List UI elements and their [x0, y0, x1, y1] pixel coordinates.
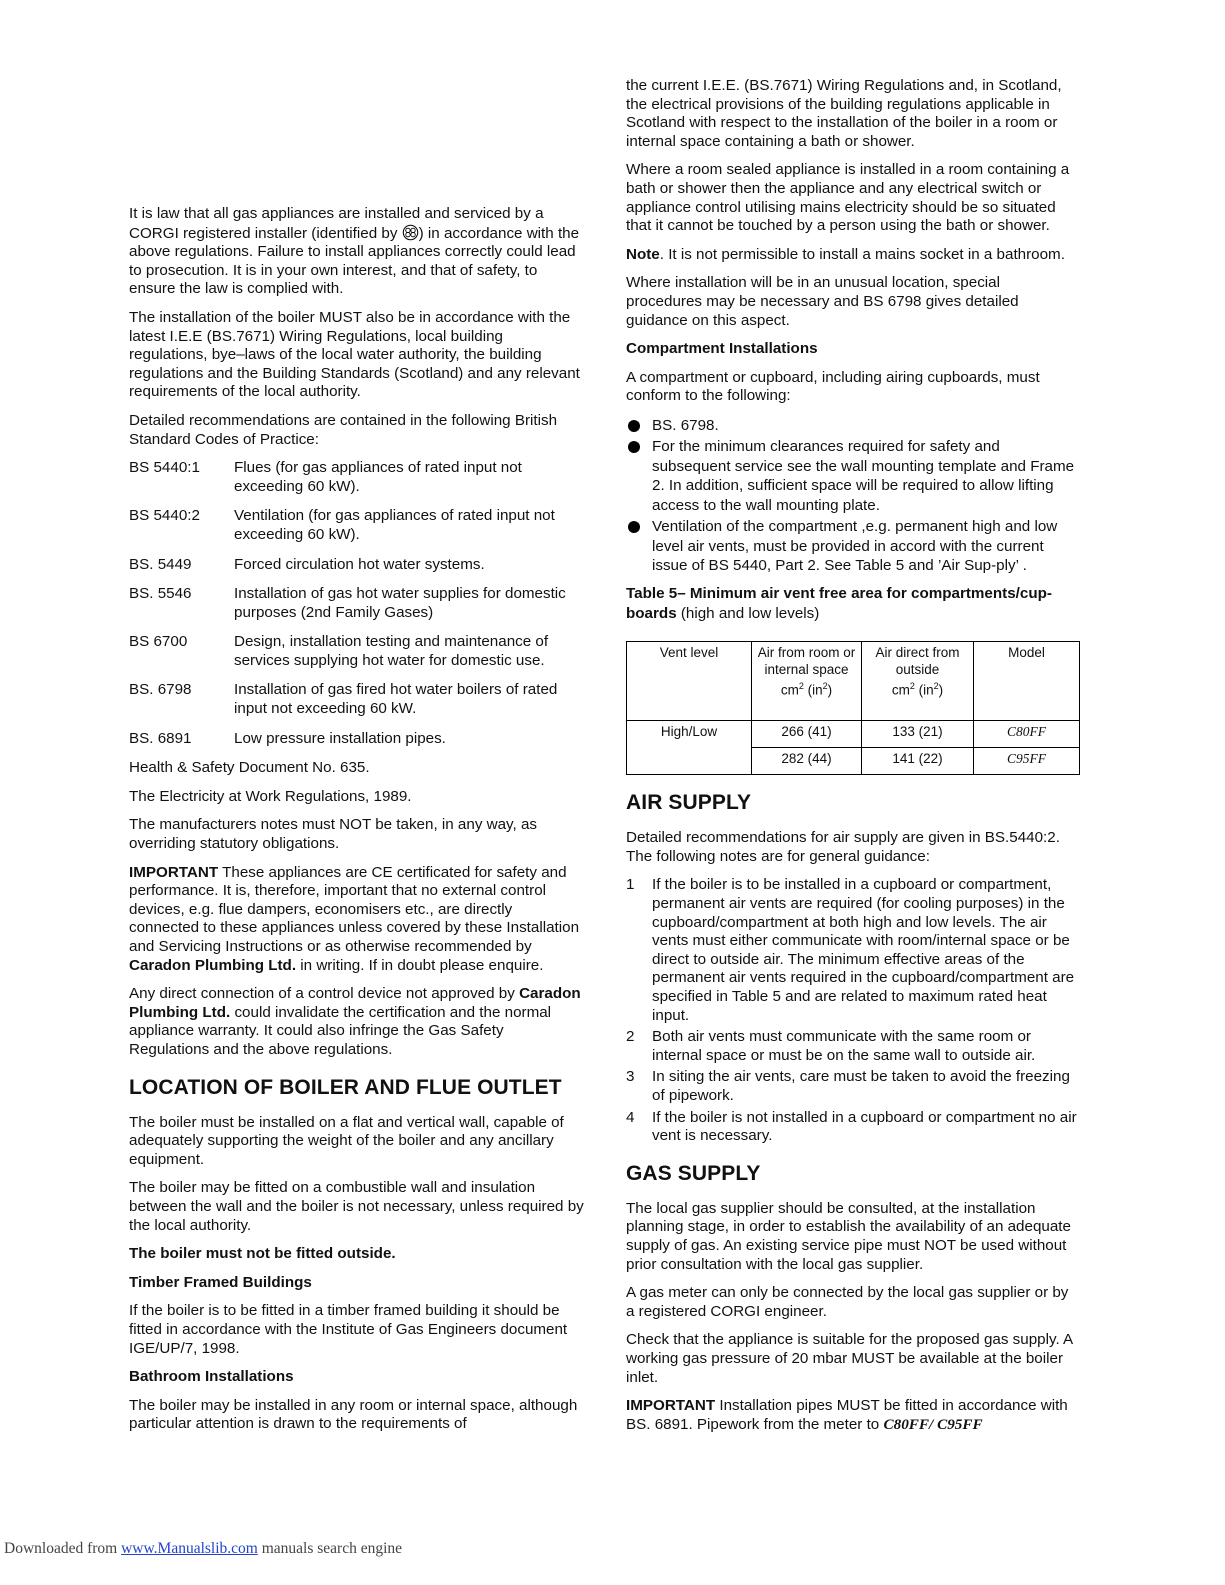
room-sealed-paragraph: Where a room sealed appliance is installed in a room containing a bath or shower then the appliance and any electrical switch or appliance control utilising mains electricity should be so situated that it cannot be touched by a person using the bath or shower.: [626, 161, 1070, 235]
bathroom-paragraph: The boiler may be installed in any room or internal space, although particular attention is drawn to the requirements of: [129, 1396, 578, 1433]
compartment-intro: A compartment or cupboard, including airing cupboards, must conform to the following:: [626, 368, 1040, 405]
air-supply-list: [626, 876, 1078, 1145]
list-item: Ventilation of the compartment ,e.g. permanent high and low level air vents, must be provided in accord with the current issue of BS 5440, Part 2. See Table 5 and ’Air Sup-ply’ .: [626, 517, 1078, 576]
recommendations-intro: Detailed recommendations are contained in the following British Standard Codes of Practice:: [129, 411, 558, 448]
air-supply-intro: Detailed recommendations for air supply are given in BS.5440:2. The following notes are for general guidance:: [626, 829, 1060, 865]
direct-cell: 141 (22): [862, 748, 974, 775]
bullet-icon: [628, 420, 640, 432]
list-item: 2 Both air vents must communicate with the same room or internal space or must be on the same wall to outside air.: [626, 1028, 1036, 1064]
standard-item: BS. 6798 Installation of gas fired hot water boilers of rated input not exceeding 60 kW.: [129, 681, 558, 718]
bathroom-heading: Bathroom Installations: [129, 1368, 294, 1386]
manufacturer-notes: The manufacturers notes must NOT be taken, in any way, as overriding statutory obligations.: [129, 816, 537, 853]
standard-item: BS 5440:1 Flues (for gas appliances of rated input not exceeding 60 kW).: [129, 459, 522, 495]
electricity-regulations: The Electricity at Work Regulations, 1989.: [129, 787, 412, 805]
room-cell: 266 (41): [752, 721, 862, 748]
download-footer: Downloaded from www.Manualslib.com manuals search engine: [4, 1540, 403, 1557]
gas-important-paragraph: IMPORTANT Installation pipes MUST be fitted in accordance with BS. 6891. Pipework from the meter to C80FF/ C95FF: [626, 1397, 1068, 1433]
col-header-direct: Air direct from outside $cm^2$ $(in^2)$: [862, 642, 974, 721]
standard-item: BS 6700 Design, installation testing and maintenance of services supplying hot water for domestic use.: [129, 633, 549, 669]
note-paragraph: Note. It is not permissible to install a mains socket in a bathroom.: [626, 245, 1065, 263]
direct-cell: 133 (21): [862, 721, 974, 748]
control-device-paragraph: Any direct connection of a control device not approved by Caradon Plumbing Ltd. could invalidate the certification and the normal appliance warranty. It could also infringe the Gas Safety Regulations and the above regulations.: [129, 985, 581, 1058]
wiring-continuation: the current I.E.E. (BS.7671) Wiring Regulations and, in Scotland, the electrical provisions of the building regulations applicable in Scotland with respect to the installation of the boiler in a room or internal space containing a bath or shower.: [626, 77, 1062, 150]
bullet-icon: [628, 441, 640, 453]
table-header-row: [627, 642, 1080, 721]
gas-pressure-paragraph: Check that the appliance is suitable for the proposed gas supply. A working gas pressure of 20 mbar MUST be available at the boiler inlet.: [626, 1331, 1073, 1386]
location-heading: LOCATION OF BOILER AND FLUE OUTLET: [129, 1075, 562, 1099]
standard-item: BS. 5449 Forced circulation hot water systems.: [129, 555, 485, 573]
regulations-paragraph: The installation of the boiler MUST also be in accordance with the latest I.E.E (BS.7671) Wiring Regulations, local building regulations, bye–laws of the local water authority, the building regulations and the Building Standards (Scotland) and any relevant requirements of the local authority.: [129, 308, 580, 401]
standard-item: BS. 6891 Low pressure installation pipes.: [129, 729, 446, 747]
list-item: For the minimum clearances required for safety and subsequent service see the wall mounting template and Frame 2. In addition, sufficient space will be required to allow lifting access to the wall mounting plate.: [626, 437, 1078, 516]
list-item: 1 If the boiler is to be installed in a cupboard or compartment, permanent air vents are required (for cooling purposes) in the cupboard/compartment at both high and low levels. The air vents must either communicate with room/internal space or be direct to outside air. The minimum effective areas of the permanent air vents required in the cupboard/compartment are specified in Table 5 and are related to maximum rated heat input.: [626, 876, 1075, 1024]
table-row: [627, 721, 1080, 748]
model-cell: C95FF: [974, 748, 1080, 775]
compartment-heading: Compartment Installations: [626, 340, 818, 358]
location-paragraph: The boiler must be installed on a flat and vertical wall, capable of adequately supporting the weight of the boiler and any ancillary equipment.: [129, 1113, 564, 1168]
vent-area-table: [626, 641, 1080, 775]
timber-paragraph: If the boiler is to be fitted in a timber framed building it should be fitted in accordance with the Institute of Gas Engineers document IGE/UP/7, 1998.: [129, 1302, 568, 1357]
col-header-model: Model: [974, 642, 1080, 721]
right-column: [626, 77, 1078, 1444]
not-outside-warning: The boiler must not be fitted outside.: [129, 1245, 396, 1263]
list-item: 4 If the boiler is not installed in a cupboard or compartment no air vent is necessary.: [626, 1108, 1077, 1145]
list-item: 3 In siting the air vents, care must be taken to avoid the freezing of pipework.: [626, 1068, 1070, 1104]
gas-supply-heading: GAS SUPPLY: [626, 1161, 761, 1185]
manualslib-link[interactable]: www.Manualslib.com: [121, 1540, 258, 1557]
col-header-room: Air from room or internal space $cm^2$ $(in^2)$: [752, 642, 862, 721]
combustible-wall-paragraph: The boiler may be fitted on a combustible wall and insulation between the wall and the boiler is not necessary, unless required by the local authority.: [129, 1179, 584, 1234]
standard-item: BS. 5546 Installation of gas hot water supplies for domestic purposes (2nd Family Gases): [129, 585, 566, 621]
col-header-vent: Vent level: [627, 642, 752, 721]
room-cell: 282 (44): [752, 748, 862, 775]
vent-level-cell: High/Low: [627, 721, 752, 775]
standards-list: [129, 459, 584, 748]
important-paragraph: IMPORTANT These appliances are CE certificated for safety and performance. It is, therefore, important that no external control devices, e.g. flue dampers, economisers etc., are directly connected to these appliances unless covered by these Installation and Servicing Instructions or as otherwise recommended by Caradon Plumbing Ltd. in writing. If in doubt please enquire.: [129, 863, 580, 974]
corgi-logo-icon: [402, 224, 419, 241]
unusual-location-paragraph: Where installation will be in an unusual location, special procedures may be necessary and BS 6798 gives detailed guidance on this aspect.: [626, 274, 1019, 329]
list-item: BS. 6798.: [626, 416, 1078, 436]
model-cell: C80FF: [974, 721, 1080, 748]
standard-item: BS 5440:2 Ventilation (for gas appliances of rated input not exceeding 60 kW).: [129, 507, 555, 543]
corgi-paragraph: It is law that all gas appliances are installed and serviced by a CORGI registered installer (identified by ) in accordance with the above regulations. Failure to install appliances correctly could lead to prosecution. It is in your own interest, and that of safety, to ensure the law is complied with.: [129, 205, 580, 298]
compartment-bullets: [626, 416, 1078, 576]
gas-meter-paragraph: A gas meter can only be connected by the local gas supplier or by a registered CORGI engineer.: [626, 1284, 1069, 1320]
left-column: [129, 205, 584, 1444]
gas-supplier-paragraph: The local gas supplier should be consulted, at the installation planning stage, in order to establish the availability of an adequate supply of gas. An existing service pipe must NOT be used without prior consultation with the local gas supplier.: [626, 1199, 1071, 1273]
table-caption: Table 5– Minimum air vent free area for compartments/cup-boards (high and low levels): [626, 585, 1052, 622]
air-supply-heading: AIR SUPPLY: [626, 791, 752, 815]
bullet-icon: [628, 521, 640, 533]
timber-heading: Timber Framed Buildings: [129, 1273, 312, 1291]
health-safety-doc: Health & Safety Document No. 635.: [129, 759, 370, 777]
